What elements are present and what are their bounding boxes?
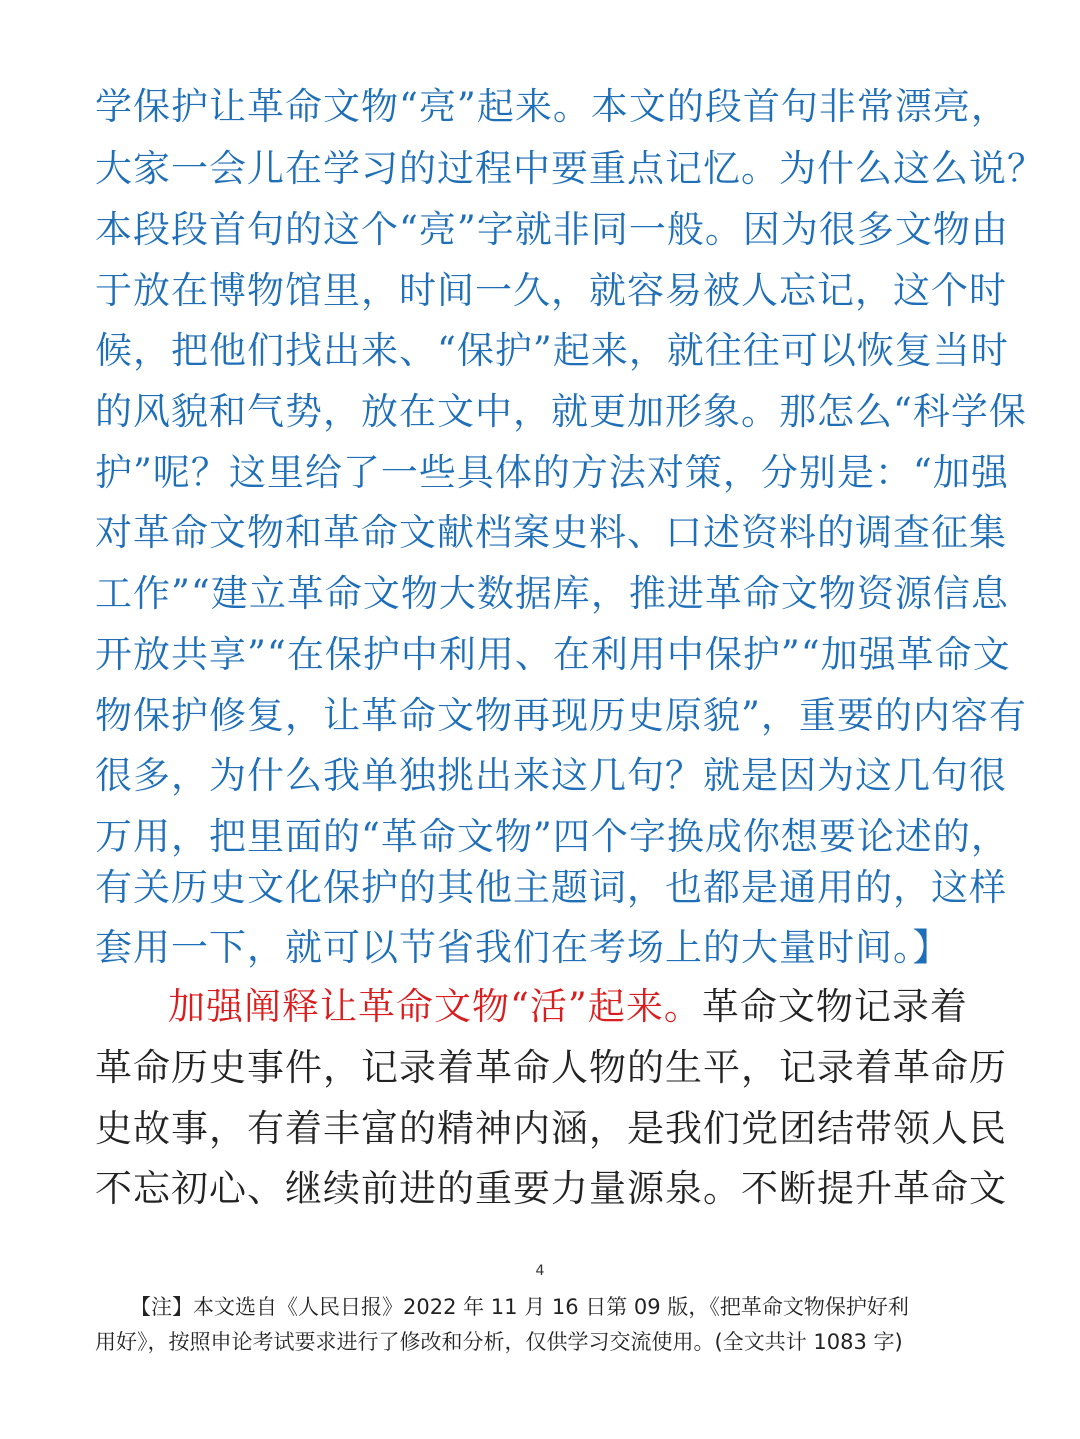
paragraph-line-2: 革命历史事件，记录着革命人物的生平，记录着革命历 <box>95 1046 1007 1089</box>
paragraph-first-line <box>168 978 998 1036</box>
paragraph-heading: 加强阐释让革命文物“活”起来。 <box>168 985 702 1028</box>
footnote-line-1: 【注】本文选自《人民日报》2022 年 11 月 16 日第 09 版，《把革命文物保护好利 <box>130 1295 909 1319</box>
footnote-line-2: 用好》，按照申论考试要求进行了修改和分析，仅供学习交流使用。(全文共计 1083 字) <box>95 1330 903 1354</box>
commentary-line-2: 大家一会儿在学习的过程中要重点记忆。为什么这么说？ <box>95 147 1045 190</box>
commentary-line-13: 万用，把里面的“革命文物”四个字换成你想要论述的， <box>95 815 1009 858</box>
commentary-line-10: 开放共享”“在保护中利用、在利用中保护”“加强革命文 <box>95 633 1011 676</box>
commentary-line-12: 很多，为什么我单独挑出来这几句？就是因为这几句很 <box>95 754 1007 797</box>
commentary-line-11: 物保护修复，让革命文物再现历史原貌”，重要的内容有 <box>95 694 1027 737</box>
commentary-line-3: 本段段首句的这个“亮”字就非同一般。因为很多文物由 <box>95 208 1009 251</box>
commentary-line-15: 套用一下，就可以节省我们在考场上的大量时间。】 <box>95 926 951 969</box>
paragraph-first-line-text: 革命文物记录着 <box>701 985 968 1028</box>
commentary-line-7: 护”呢？这里给了一些具体的方法对策，分别是：“加强 <box>95 451 1009 494</box>
commentary-line-5: 候，把他们找出来、“保护”起来，就往往可以恢复当时 <box>95 329 1009 372</box>
commentary-line-14: 有关历史文化保护的其他主题词，也都是通用的，这样 <box>95 866 1007 909</box>
commentary-line-4: 于放在博物馆里，时间一久，就容易被人忘记，这个时 <box>95 269 1007 312</box>
paragraph-line-4: 不忘初心、继续前进的重要力量源泉。不断提升革命文 <box>95 1167 1007 1210</box>
paragraph-line-3: 史故事，有着丰富的精神内涵，是我们党团结带领人民 <box>95 1107 1007 1150</box>
commentary-line-6: 的风貌和气势，放在文中，就更加形象。那怎么“科学保 <box>95 390 1027 433</box>
commentary-line-9: 工作”“建立革命文物大数据库，推进革命文物资源信息 <box>95 572 1009 615</box>
commentary-line-1: 学保护让革命文物“亮”起来。本文的段首句非常漂亮， <box>95 85 1009 128</box>
page-number: 4 <box>535 1263 545 1279</box>
commentary-line-8: 对革命文物和革命文献档案史料、口述资料的调查征集 <box>95 511 1007 554</box>
